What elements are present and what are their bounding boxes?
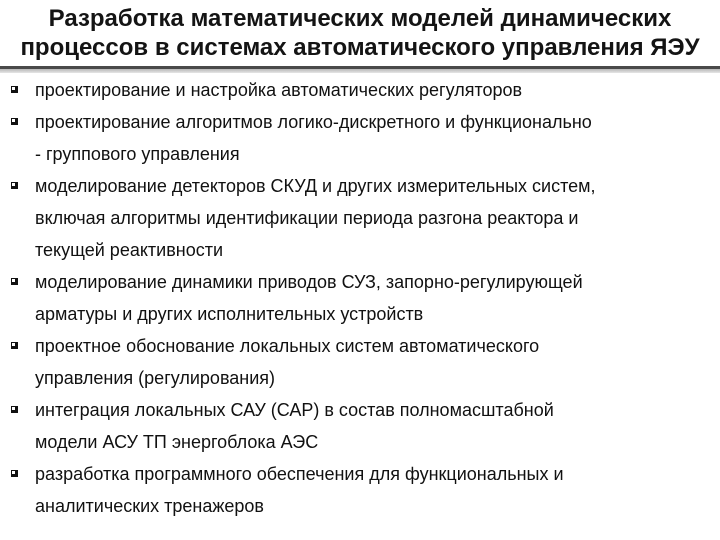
bullet-text-line: моделирование динамики приводов СУЗ, запорно-регулирующей — [35, 272, 583, 292]
square-bullet-icon — [10, 469, 20, 479]
bullet-text-line: интеграция локальных САУ (САР) в состав полномасштабной — [35, 400, 554, 420]
bullet-text-line: управления (регулирования) — [35, 368, 276, 388]
square-bullet-icon — [10, 405, 20, 415]
bullet-text-line: арматуры и других исполнительных устройств — [35, 304, 424, 324]
square-bullet-icon — [10, 85, 20, 95]
bullet-text-line: модели АСУ ТП энергоблока АЭС — [35, 432, 319, 452]
bullet-text-line: проектное обоснование локальных систем автоматического — [35, 336, 540, 356]
bullet-text-line: - группового управления — [35, 144, 240, 164]
title-line-1: Разработка математических моделей динамических — [48, 5, 672, 32]
bullet-text-line: проектирование и настройка автоматических регуляторов — [35, 80, 523, 100]
title-line-2: процессов в системах автоматического управления ЯЭУ — [20, 34, 700, 61]
title-divider-shadow — [0, 69, 720, 73]
square-bullet-icon — [10, 277, 20, 287]
square-bullet-icon — [10, 341, 20, 351]
bullet-text-line: проектирование алгоритмов логико-дискретного и функционально — [35, 112, 592, 132]
square-bullet-icon — [10, 181, 20, 191]
square-bullet-icon — [10, 117, 20, 127]
bullet-text-line: включая алгоритмы идентификации периода разгона реактора и — [35, 208, 579, 228]
bullet-text-line: разработка программного обеспечения для функциональных и — [35, 464, 564, 484]
slide-title — [0, 4, 720, 62]
bullet-text-line: моделирование детекторов СКУД и других измерительных систем, — [35, 176, 596, 196]
bullet-text-line: аналитических тренажеров — [35, 496, 264, 516]
bullet-text-line: текущей реактивности — [35, 240, 224, 260]
